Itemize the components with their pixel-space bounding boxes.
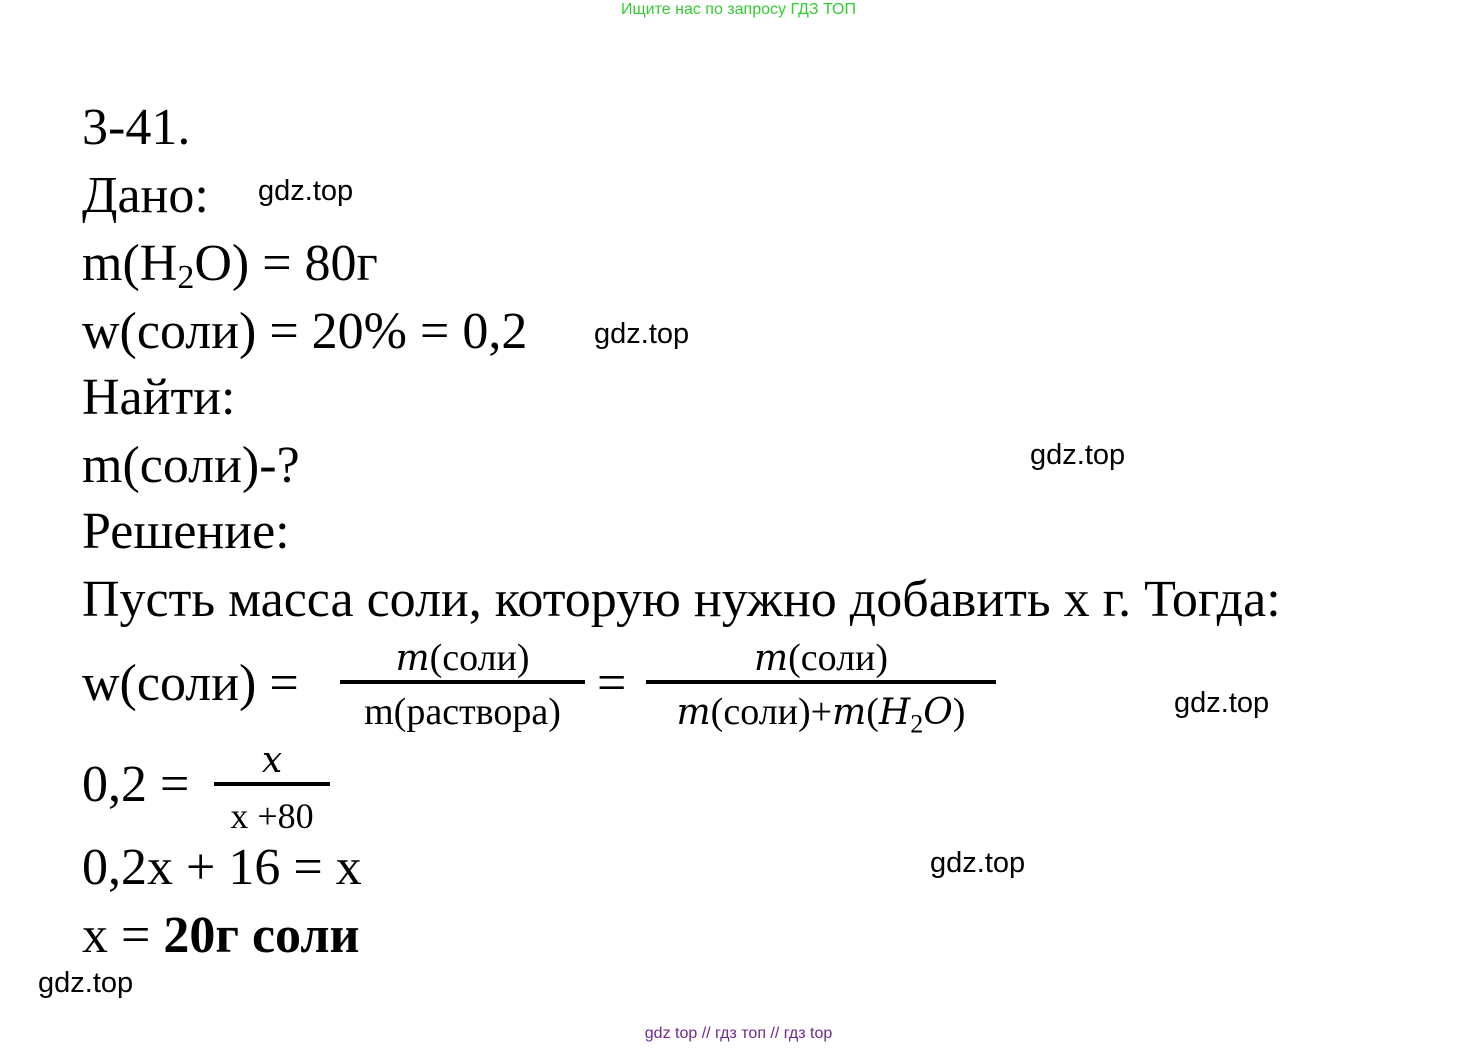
fraction-x-over-sum: [214, 738, 330, 838]
water-mass-prefix: m(H: [82, 235, 178, 292]
fraction1-num-m: m: [395, 638, 430, 679]
footer-links: gdz top // гдз топ // гдз top: [644, 1025, 833, 1042]
fraction1-bar: [340, 680, 585, 684]
answer: [82, 906, 359, 966]
fraction2-den-mid: (соли)+: [710, 691, 833, 733]
given-water-mass: [82, 234, 378, 294]
solution-label: Решение:: [82, 503, 290, 560]
fraction3-denominator: х +80: [230, 796, 314, 836]
answer-prefix: х =: [82, 907, 164, 964]
given-label: Дано:: [82, 167, 209, 224]
fraction2-den-close: ): [952, 691, 966, 733]
water-mass-suffix: O) = 80г: [194, 235, 378, 292]
fraction2-num-m: m: [753, 638, 789, 679]
watermark: gdz.top: [594, 318, 690, 350]
find-label: Найти:: [82, 369, 236, 426]
fraction1-num-rest: (соли): [429, 637, 530, 679]
fraction-mass-over-solution: [340, 636, 585, 746]
fraction2-denominator: [646, 690, 996, 747]
fraction2-den-open: (: [866, 691, 879, 733]
water-subscript: 2: [177, 259, 195, 296]
problem-number: 3-41.: [82, 99, 191, 156]
search-banner: Ищите нас по запросу ГДЗ ТОП: [621, 1, 856, 18]
fraction3-num-x: x: [261, 740, 283, 781]
solution-statement: Пусть масса соли, которую нужно добавить х г. Тогда:: [82, 571, 1281, 628]
formula-lhs: w(соли) =: [82, 655, 299, 712]
fraction1-numerator: [340, 636, 585, 681]
equation3: 0,2х + 16 = х: [82, 839, 362, 896]
fraction1-denominator: m(раствора): [364, 691, 561, 733]
fraction2-den-h: H: [878, 692, 911, 733]
fraction2-den-m2: m: [832, 692, 867, 733]
given-mass-fraction: w(соли) = 20% = 0,2: [82, 303, 528, 360]
fraction3-bar: [214, 782, 330, 786]
fraction2-bar: [646, 680, 996, 684]
watermark: gdz.top: [930, 847, 1026, 879]
find-item: m(соли)-?: [82, 437, 300, 494]
fraction2-num-rest: (соли): [788, 637, 889, 679]
watermark: gdz.top: [1030, 439, 1126, 471]
fraction2-den-sub: 2: [910, 709, 924, 739]
equals-sign: =: [597, 655, 627, 712]
fraction2-den-m1: m: [676, 692, 711, 733]
watermark: gdz.top: [258, 175, 354, 207]
equation2-lhs: 0,2 =: [82, 756, 190, 813]
watermark: gdz.top: [38, 967, 134, 999]
answer-value: 20г соли: [163, 907, 360, 964]
fraction3-numerator: [214, 738, 330, 783]
watermark: gdz.top: [1174, 687, 1270, 719]
fraction2-den-o: O: [923, 692, 953, 733]
fraction2-numerator: [646, 636, 996, 681]
fraction-mass-over-total: [646, 636, 996, 746]
